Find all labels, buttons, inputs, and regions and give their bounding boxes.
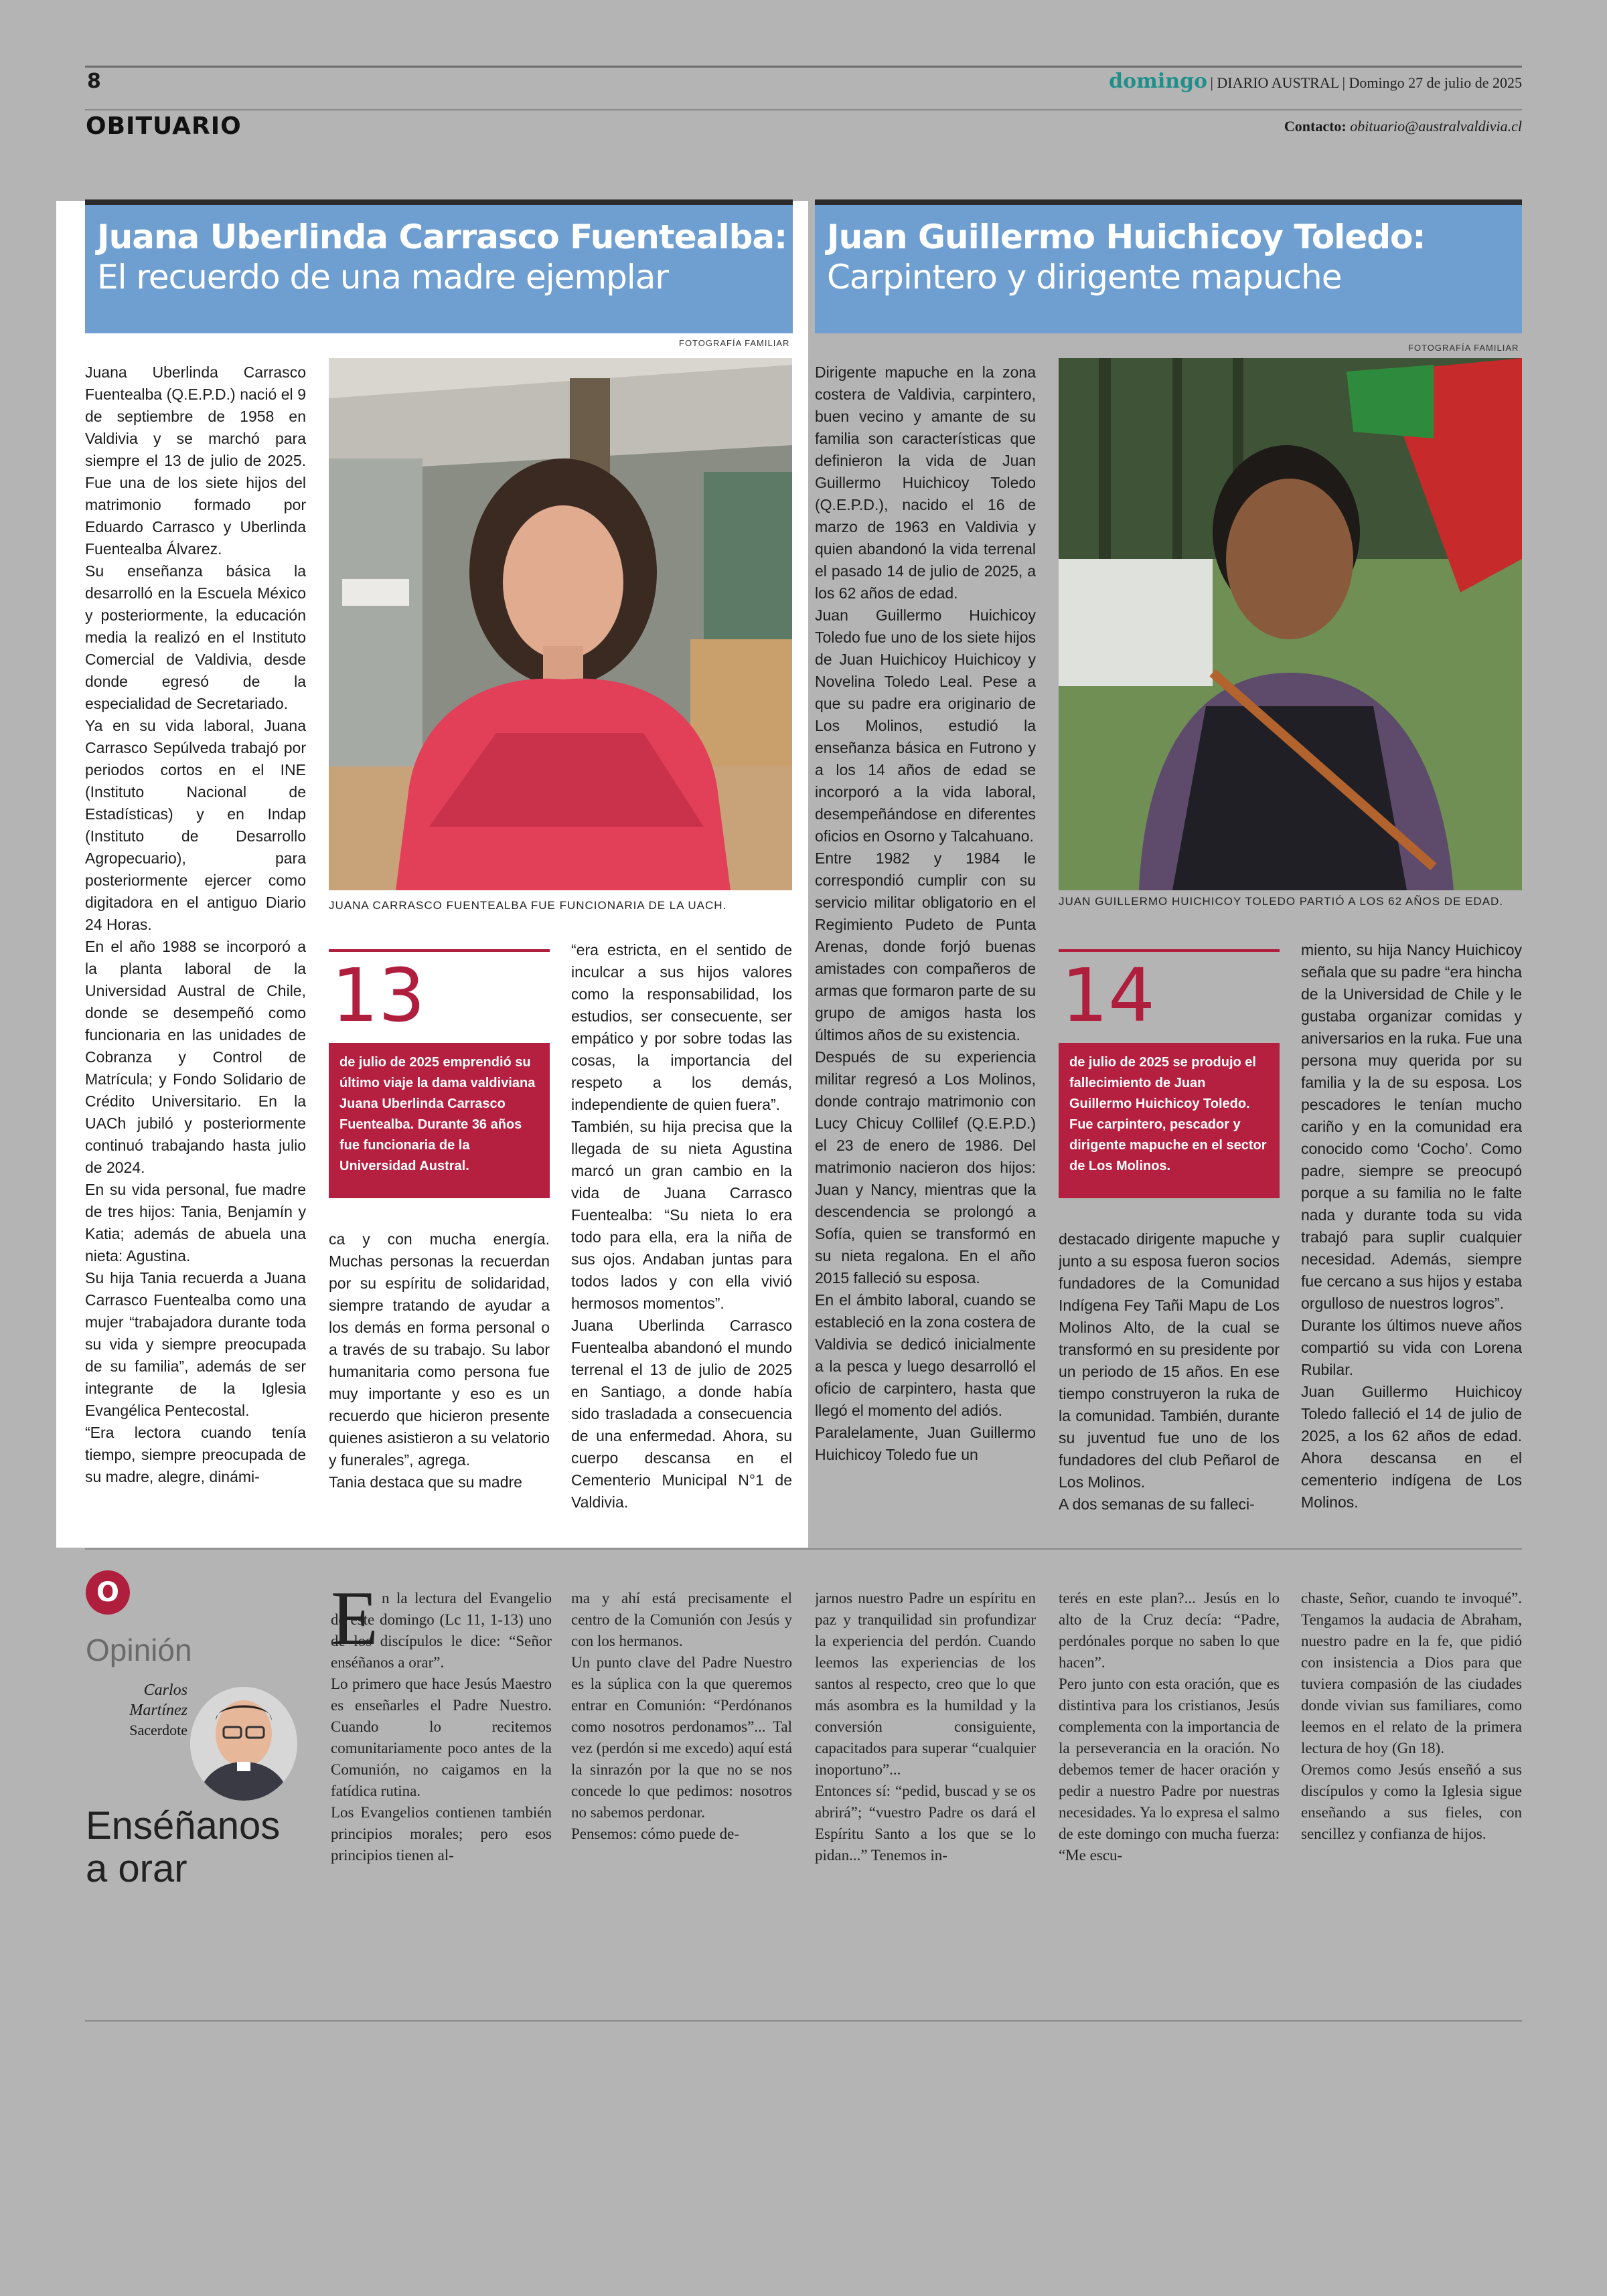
author-photo-image — [190, 1687, 297, 1801]
author-block — [100, 1680, 187, 1740]
opinion-col2: ma y ahí está precisamente el centro de la Comunión con Jesús y con los hermanos. Un punto clave del Padre Nuestro es la súplica con la que queremos entrar en Comunión: “Perdónanos como nosotros perdonamos”... Tal vez (perdón si me excedo) aquí está la sinrazón por la que no se nos concede lo que pedimos: nosotros no sabemos perdonar. Pensemos: cómo puede de- — [571, 1590, 792, 1842]
opinion-col3: jarnos nuestro Padre un espíritu en paz y tranquilidad sin profundizar la experiencia del perdón. Cuando leemos las experiencias de los santos al respecto, creo que lo que más asombra es la humildad y la conversión consiguiente, capacitados para superar “cualquier inoportuno”... Entonces sí: “pedid, buscad y se os abrirá”; “vuestro Padre os dará el Espíritu Santo a los que se lo pidan...” Tenemos in- — [815, 1590, 1036, 1864]
article1-col2: ca y con mucha energía. Muchas personas la recuerdan por su espíritu de solidaridad, siempre tratando de ayudar a los demás en forma personal o a través de su trabajo. Su labor humanitaria como persona fue muy importante y eso es un recuerdo que hicieron presente quienes asistieron a su velatorio y funerales”, agrega. Tania destaca que su madre — [329, 1230, 550, 1491]
article2-caption: JUAN GUILLERMO HUICHICOY TOLEDO PARTIÓ A LOS 62 AÑOS DE EDAD. — [1059, 895, 1504, 908]
opinion-col4: terés en este plan?... Jesús en lo alto de la Cruz decía: “Padre, perdónales porque no saben lo que hacen”. Pero junto con esta oración, que es distintiva para los cristianos, Jesús complementa con la importancia de la perseverancia en la oración. No debemos temer de hacer oración y pedir a nuestro Padre por nuestras necesidades. Ya lo expresa el salmo de este domingo con mucha fuerza: “Me escu- — [1059, 1590, 1280, 1864]
article1-photo-credit: FOTOGRAFÍA FAMILIAR — [679, 338, 790, 348]
header-rule — [85, 109, 1522, 110]
article1-col1: Juana Uberlinda Carrasco Fuentealba (Q.E.P.D.) nació el 9 de septiembre de 1958 en Valdivia y se marchó para siempre el 13 de julio de 2025. Fue una de los siete hijos del matrimonio formado por Eduardo Carrasco y Uberlinda Fuentealba Álvarez. Su enseñanza básica la desarrolló en la Escuela México y posteriormente, la educación media la realizó en el Instituto Comercial de Valdivia, desde donde egresó de la especialidad de Secretariado. Ya en su vida laboral, Juana Carrasco Sepúlveda trabajó por periodos cortos en el INE (Instituto Nacional de Estadísticas) y en Indap (Instituto de Desarrollo Agropecuario), para posteriormente ejercer como digitadora en el antiguo Diario 24 Horas. En el año 1988 se incorporó a la planta laboral de la Universidad Austral de Chile, donde se desempeñó como funcionaria en las unidades de Cobranza y Control de Matrícula; y Fondo Solidario de Crédito Universitario. En la UACh jubiló y posteriormente continuó trabajando hasta julio de 2024. En su vida personal, fue madre de tres hijos: Tania, Benjamín y Katia; además de abuela una nieta: Agustina. Su hija Tania recuerda a Juana Carrasco Fuentealba como una mujer “trabajadora durante toda su vida y siempre preocupada de su familia”, además de ser integrante de la Iglesia Evangélica Pentecostal. “Era lectora cuando tenía tiempo, siempre preocupada de su madre, alegre, dinámi- — [85, 363, 306, 1485]
article2-photo-credit: FOTOGRAFÍA FAMILIAR — [1408, 343, 1519, 353]
header-right: domingo | DIARIO AUSTRAL | Domingo 27 de julio de 2025 — [1109, 70, 1522, 93]
page-number: 8 — [87, 70, 101, 93]
brand-logo: domingo — [1109, 70, 1208, 93]
article2-photo — [1059, 358, 1522, 890]
opinion-badge-letter: O — [96, 1577, 119, 1608]
issue-date: Domingo 27 de julio de 2025 — [1349, 74, 1522, 91]
top-rule — [85, 66, 1522, 68]
article1-photo — [329, 358, 792, 890]
contact-line — [1284, 118, 1522, 135]
opinion-top-rule — [85, 1548, 1522, 1550]
article2-col1: Dirigente mapuche en la zona costera de Valdivia, carpintero, buen vecino y amante de su familia son características que definieron la vida de Juan Guillermo Huichicoy Toledo (Q.E.P.D.), nacido el 16 de marzo de 1963 en Valdivia y quien abandonó la vida terrenal el pasado 14 de julio de 2025, a los 62 años de edad. Juan Guillermo Huichicoy Toledo fue uno de los siete hijos de Juan Huichicoy Huichicoy y Novelina Toledo Leal. Pese a que su padre era originario de Los Molinos, estudió la enseñanza básica en Futrono y a los 14 años de edad se incorporó a la vida laboral, desempeñándose en diferentes oficios en Osorno y Talcahuano. Entre 1982 y 1984 le correspondió cumplir con su servicio militar obligatorio en el Regimiento Pudeto de Punta Arenas, donde forjó buenas amistades con compañeros de armas que formaron parte de su grupo de amigos hasta los últimos años de su existencia. Después de su experiencia militar regresó a Los Molinos, donde contrajo matrimonio con Lucy Chicuy Collilef (Q.E.P.D.) el 23 de enero de 1986. Del matrimonio nacieron dos hijos: Juan y Nancy, mientras que la descendencia se prolongó a Sofía, quien se transformó en su nieta regalona. En el año 2015 falleció su esposa. En el ámbito laboral, cuando se estableció en la zona costera de Valdivia se dedicó inicialmente a la pesca y luego desarrolló el oficio de carpintero, hasta que llegó el momento del adiós. Paralelamente, Juan Guillermo Huichicoy Toledo fue un — [815, 363, 1036, 1463]
man-portrait-image — [1059, 358, 1522, 890]
opinion-dropcap: E — [331, 1576, 378, 1661]
publication-name: DIARIO AUSTRAL — [1217, 74, 1340, 91]
article2-fact-box: de julio de 2025 se produjo el fallecimiento de Juan Guillermo Huichicoy Toledo. Fue carpintero, pescador y dirigente mapuche en el sector de Los Molinos. — [1059, 1043, 1280, 1198]
article1-caption: JUANA CARRASCO FUENTEALBA FUE FUNCIONARIA DE LA UACH. — [329, 899, 727, 912]
article2-top-rule — [815, 199, 1522, 205]
article2-big-number: 14 — [1061, 953, 1155, 1038]
article1-title-line2: El recuerdo de una madre ejemplar — [97, 258, 668, 297]
article2-title-line1: Juan Guillermo Huichicoy Toledo: — [827, 218, 1426, 256]
article2-title-line2: Carpintero y dirigente mapuche — [827, 258, 1342, 297]
article1-title-line1: Juana Uberlinda Carrasco Fuentealba: — [97, 218, 787, 256]
author-avatar — [190, 1687, 297, 1801]
article1-big-number: 13 — [331, 953, 425, 1038]
author-name: Carlos Martínez — [129, 1682, 187, 1719]
author-role: Sacerdote — [129, 1722, 187, 1738]
article1-top-rule — [85, 199, 793, 205]
contact-label: Contacto: — [1284, 118, 1347, 135]
article2-number-rule — [1059, 949, 1280, 952]
woman-portrait-image — [329, 358, 792, 890]
contact-email[interactable]: obituario@australvaldivia.cl — [1350, 118, 1522, 135]
article2-col3: miento, su hija Nancy Huichicoy señala que su padre “era hincha de la Universidad de Chile y le gustaba organizar comidas y aniversarios en la ruka. Fue una persona muy querida por su familia y la de su esposa. Los pescadores le tenían mucho cariño y en la comunidad era conocido como ‘Cocho’. Como padre, siempre se preocupó porque a su familia no le falte nada y durante toda su vida trabajó para suplir cualquier necesidad. Además, siempre fue cercano a sus hijos y estaba orgulloso de nuestros logros”. Durante los últimos nueve años compartió su vida con Lorena Rubilar. Juan Guillermo Huichicoy Toledo falleció el 14 de julio de 2025, a los 62 años de edad. Ahora descansa en el cementerio indígena de Los Molinos. — [1301, 941, 1522, 1511]
section-title: OBITUARIO — [86, 112, 242, 140]
article1-title — [85, 205, 793, 333]
opinion-col5: chaste, Señor, cuando te invoqué”. Tengamos la audacia de Abraham, nuestro padre en la fe, que pidió con insistencia a Dios para que tuviera compasión de las ciudades donde vivian sus familiares, como leemos en el relato de la primera lectura de hoy (Gn 18). Oremos como Jesús enseñó a sus discípulos y como la Iglesia sigue enseñando a sus fieles, con sencillez y confianza de hijos. — [1301, 1590, 1522, 1842]
article1-col3: “era estricta, en el sentido de inculcar a sus hijos valores como la responsabilidad, los estudios, ser consecuente, ser empático y por sobre todas las cosas, la importancia del respeto a los demás, independiente de quien fuera”. También, su hija precisa que la llegada de su nieta Agustina marcó un gran cambio en la vida de Juana Carrasco Fuentealba: “Su nieta lo era todo para ella, era la niña de sus ojos. Andaban juntas para todos lados y con ella vivió hermosos momentos”. Juana Uberlinda Carrasco Fuentealba abandonó el mundo terrenal el 13 de julio de 2025 en Santiago, a donde había sido trasladada a consecuencia de una enfermedad. Ahora, su cuerpo descansa en el Cementerio Municipal N°1 de Valdivia. — [571, 941, 792, 1511]
article2-col2: destacado dirigente mapuche y junto a su esposa fueron socios fundadores de la Comunidad Indígena Fey Tañi Mapu de Los Molinos Alto, de la cual se transformó en su presidente por un periodo de 15 años. En ese tiempo construyeron la ruka de la comunidad. También, durante su juventud fue uno de los fundadores del club Peñarol de Los Molinos. A dos semanas de su falleci- — [1059, 1230, 1280, 1513]
opinion-col1: n la lectura del Evangelio de este domingo (Lc 11, 1-13) uno de los discípulos le dice: “Señor enséñanos a orar”. Lo primero que hace Jesús Maestro es enseñarles el Padre Nuestro. Cuando lo recitemos comunitariamente poco antes de la Comunión, no caigamos en la fatídica rutina. Los Evangelios contienen también principios morales; pero esos principios tienen al- — [331, 1590, 552, 1864]
opinion-label: Opinión — [86, 1633, 192, 1667]
article1-number-rule — [329, 949, 550, 952]
opinion-bottom-rule — [85, 2020, 1522, 2022]
opinion-badge — [86, 1570, 130, 1615]
opinion-title: Enséñanos a orar — [86, 1804, 281, 1890]
article2-title — [815, 205, 1522, 333]
article1-fact-box: de julio de 2025 emprendió su último viaje la dama valdiviana Juana Uberlinda Carrasco Fuentealba. Durante 36 años fue funcionaria de la Universidad Austral. — [329, 1043, 550, 1198]
